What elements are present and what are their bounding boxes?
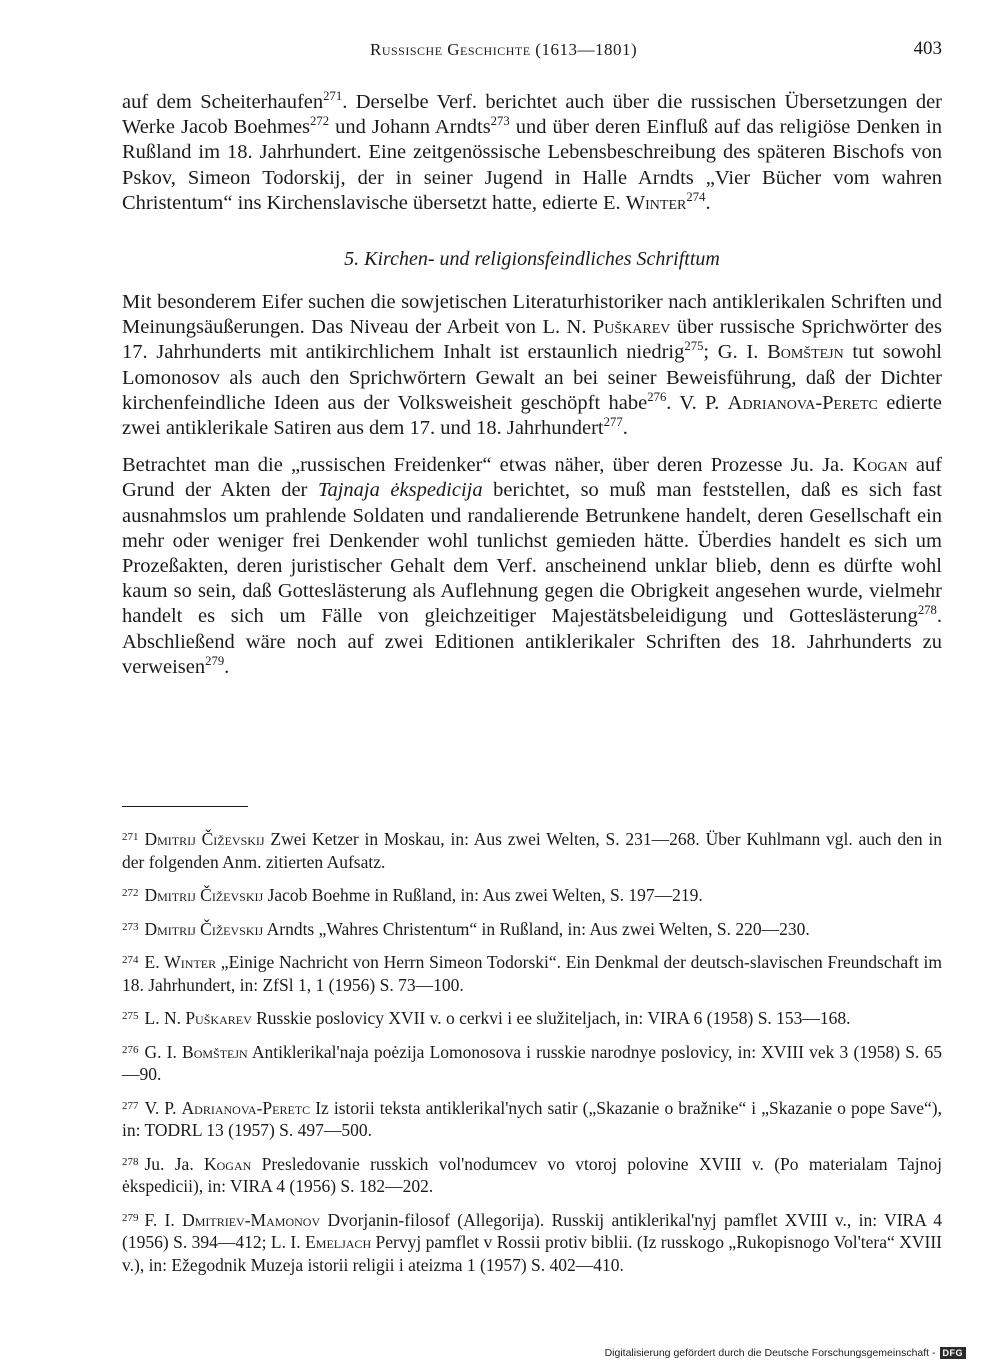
text-run: auf Grund der Akten der [122, 454, 942, 502]
footnote-number: 274 [122, 954, 139, 966]
paragraph-1 [122, 90, 942, 216]
footnote-279 [122, 1207, 942, 1277]
text-run: Russkie poslovicy XVII v. o cerkvi i ee služiteljach, in: VIRA 6 (1958) S. 153—168. [251, 1008, 851, 1028]
paragraph-2 [122, 290, 942, 441]
text-run: über russische Sprichwörter des 17. Jahrhunderts mit antikirchlichem Inhalt ist erstaunlich niedrig [122, 316, 942, 364]
author-name: Adrianova-Peretc [727, 391, 878, 414]
text-run: und über deren Einfluß auf das religiöse Denken in Rußland im 18. Jahrhundert. Eine zeitgenössische Lebensbeschreibung des späteren Bischofs von Pskov, Simeon Todorskij, der in seiner Jugend in Halle Arndts „Vier Bücher vom wahren Christentum“ ins Kirchenslavische übersetzt hatte, edierte E. [122, 116, 942, 214]
text-run: E. [144, 952, 165, 972]
footnote-reference: 279 [205, 653, 225, 668]
footnote-number: 272 [122, 887, 139, 899]
text-run: Ju. Ja. [144, 1153, 204, 1174]
footnote-275 [122, 1005, 942, 1030]
digitization-credit [605, 1347, 966, 1359]
running-title: Russische Geschichte (1613—1801) [370, 40, 638, 59]
text-run: . [224, 655, 230, 678]
text-run: Arndts „Wahres Christentum“ in Rußland, in: Aus zwei Welten, S. 220—230. [263, 918, 810, 939]
footnote-reference: 278 [917, 603, 937, 618]
credit-text: Digitalisierung gefördert durch die Deutsche Forschungsgemeinschaft - [604, 1347, 936, 1359]
text-run: . V. P. [666, 391, 728, 414]
text-run: . Derselbe Verf. berichtet auch über die russischen Übersetzungen der Werke Jacob Boehmes [122, 91, 942, 139]
footnote-number: 275 [122, 1010, 139, 1022]
author-name: Bomštejn [182, 1041, 248, 1062]
footnote-273 [122, 916, 942, 941]
author-name: Dmitrij Čiževskij [144, 918, 264, 939]
paragraph-3 [122, 453, 942, 680]
text-run: F. I. [144, 1209, 183, 1230]
author-name: Kogan [204, 1153, 252, 1174]
italic-term: Tajnaja ėkspedicija [317, 479, 483, 502]
dfg-logo: DFG [940, 1347, 967, 1359]
author-name: Dmitrij Čiževskij [144, 829, 265, 849]
page-number: 403 [913, 38, 942, 59]
footnote-number: 271 [122, 831, 139, 843]
text-run: L. N. [144, 1008, 186, 1028]
main-text [122, 90, 942, 680]
footnote-272 [122, 882, 942, 907]
author-name: Dmitriev-Mamonov [182, 1209, 321, 1230]
text-run: Presledovanie russkich vol'nodumcev vo vtoroj polovine XVIII v. (Po materialam Tajnoj ėkspedicii), in: VIRA 4 (1956) S. 182—202. [122, 1153, 942, 1196]
text-run: G. I. [144, 1041, 183, 1062]
text-run: Jacob Boehme in Rußland, in: Aus zwei Welten, S. 197—219. [263, 885, 703, 905]
footnote-number: 277 [122, 1099, 139, 1112]
author-name: Kogan [852, 454, 908, 477]
text-run: Dvorjanin-filosof (Allegorija). Russkij antiklerikal'nyj pamflet XVIII v., in: VIRA 4 (1956) S. 394—412; L. I. [122, 1209, 942, 1252]
footnote-reference: 271 [323, 88, 343, 103]
footnotes-list [122, 826, 942, 1285]
text-run: Zwei Ketzer in Moskau, in: Aus zwei Welten, S. 231—268. Über Kuhlmann vgl. auch den in der folgenden Anm. zitierten Aufsatz. [122, 829, 942, 872]
footnote-number: 279 [122, 1211, 139, 1224]
text-run: . Abschließend wäre noch auf zwei Editionen antiklerikaler Schriften des 18. Jahrhunderts zu verweisen [122, 605, 942, 678]
text-run: Betrachtet man die „russischen Freidenker“ etwas näher, über deren Prozesse Ju. Ja. [122, 454, 853, 477]
footnote-277 [122, 1095, 942, 1142]
author-name: Winter [164, 952, 217, 972]
text-run: V. P. [144, 1097, 182, 1118]
footnote-271 [122, 826, 942, 873]
author-name: Dmitrij Čiževskij [144, 885, 264, 905]
author-name: Adrianova-Peretc [181, 1097, 311, 1118]
text-run: „Einige Nachricht von Herrn Simeon Todorski“. Ein Denkmal der deutsch-slavischen Freundschaft im 18. Jahrhundert, in: ZfSl 1, 1 (1956) S. 73—100. [122, 952, 942, 995]
text-run: . [705, 191, 711, 214]
footnote-reference: 277 [603, 414, 623, 429]
text-run: tut sowohl Lomonosov als auch den Sprichwörtern Gewalt an bei seiner Beweisführung, daß der Dichter kirchenfeindliche Ideen aus der Volksweisheit geschöpft habe [122, 341, 942, 414]
running-header [122, 38, 942, 66]
footnote-number: 273 [122, 920, 139, 933]
text-run: berichtet, so muß man feststellen, daß es sich fast ausnahmslos um prahlende Soldaten und randalierende Betrunkene handelt, deren Gesellschaft ein mehr oder weniger frei Denkender wohl tunlichst gemieden hätte. Überdies handelt es sich um Prozeßakten, deren juristischer Gehalt dem Verf. anscheinend unklar blieb, denn es dürfte wohl kaum so sein, daß Gotteslästerung als Auflehnung gegen die Obrigkeit angesehen wurde, vielmehr handelt es sich um Fälle von gleichzeitiger Majestätsbeleidigung und Gotteslästerung [122, 479, 942, 628]
author-name: Puškarev [592, 316, 671, 339]
text-run: auf dem Scheiterhaufen [122, 91, 324, 113]
section-heading: 5. Kirchen- und religionsfeindliches Schrifttum [344, 248, 720, 271]
footnote-reference: 273 [490, 113, 510, 128]
text-run: Iz istorii teksta antiklerikal'nych satir („Skazanie o bražnike“ i „Skazanie o pope Save“), in: TODRL 13 (1957) S. 497—500. [122, 1097, 942, 1140]
footnote-276 [122, 1039, 942, 1086]
footnote-278 [122, 1151, 942, 1198]
text-run: Antiklerikal'naja poėzija Lomonosova i russkie narodnye poslovicy, in: XVIII vek 3 (1958) S. 65—90. [122, 1041, 943, 1084]
footnote-reference: 276 [647, 389, 667, 404]
footnote-separator [122, 806, 248, 807]
text-run: edierte zwei antiklerikale Satiren aus dem 17. und 18. Jahrhundert [122, 391, 943, 440]
footnote-number: 276 [122, 1043, 139, 1056]
footnote-274 [122, 949, 942, 996]
footnote-reference: 272 [310, 113, 330, 128]
footnote-reference: 274 [686, 189, 706, 204]
author-name: Emeljach [305, 1232, 372, 1252]
author-name: Puškarev [185, 1008, 252, 1028]
text-run: Mit besonderem Eifer suchen die sowjetischen Literaturhistoriker nach antiklerikalen Schriften und Meinungsäußerungen. Das Niveau der Arbeit von L. N. [122, 291, 942, 339]
text-run: und Johann Arndts [329, 116, 491, 139]
author-name: Bomštejn [767, 341, 844, 364]
author-name: Winter [625, 191, 687, 214]
text-run: ; G. I. [703, 341, 768, 364]
text-run: Pervyj pamflet v Rossii protiv biblii. (Iz russkogo „Rukopisnogo Vol'tera“ XVIII v.), in: Ežegodnik Muzeja istorii religii i ateizma 1 (1957) S. 402—410. [122, 1232, 942, 1275]
footnote-reference: 275 [684, 339, 704, 354]
text-run: . [622, 417, 628, 440]
footnote-number: 278 [122, 1155, 139, 1168]
